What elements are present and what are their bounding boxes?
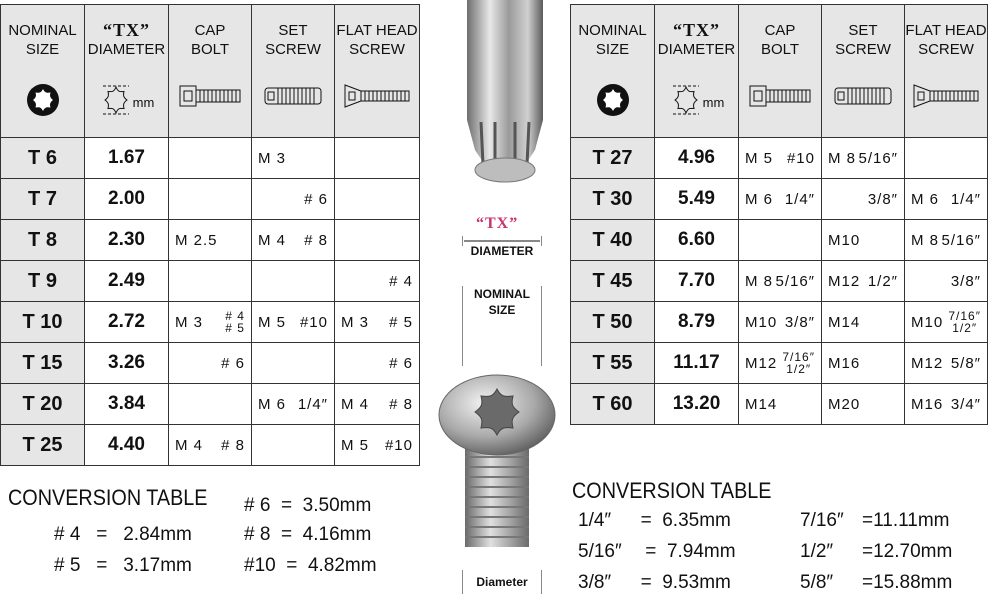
conv-key: 3/8″: [578, 572, 612, 593]
cell-cap: [739, 343, 822, 383]
cell-flat: [335, 425, 419, 465]
table-header: [571, 5, 987, 138]
conv-key: 7/16″: [800, 510, 844, 531]
metric-size: M10: [828, 231, 861, 249]
size-text: T 7: [28, 187, 57, 210]
metric-size: M10: [745, 313, 778, 331]
cell-cap: [169, 220, 252, 260]
diameter-text: 1.67: [108, 147, 145, 168]
metric-size: M 6: [258, 395, 287, 413]
cell-cap: [739, 138, 822, 178]
cell-set: [822, 179, 905, 219]
diameter-text: 4.96: [678, 147, 715, 168]
cell-nominal-size: [1, 261, 85, 301]
table-row: [1, 261, 419, 302]
cell-cap: [169, 425, 252, 465]
cell-cap: [169, 343, 252, 383]
imperial-size: # 5: [389, 313, 413, 331]
diameter-text: 2.49: [108, 270, 145, 291]
imperial-size: 1/4″: [950, 190, 981, 208]
cell-set: [252, 261, 335, 301]
conv-eq: =: [280, 495, 293, 516]
table-row: [1, 425, 419, 465]
metric-size: M12: [911, 354, 944, 372]
cell-flat: [335, 179, 419, 219]
metric-size: M16: [828, 354, 861, 372]
diameter-dimension-line: [462, 233, 542, 243]
table-row: [571, 302, 987, 343]
imperial-size: # 6: [221, 354, 245, 372]
conv-key: # 6: [244, 495, 271, 516]
header-tx: “TX”: [102, 20, 150, 40]
header-nominal-size: [571, 5, 655, 137]
diameter-text: 4.40: [108, 434, 145, 455]
stacked-size: [225, 310, 245, 334]
header-text: FLAT HEAD: [905, 22, 987, 39]
diameter-text: 13.20: [672, 393, 721, 414]
cell-set: [822, 138, 905, 178]
imperial-size: # 8: [389, 395, 413, 413]
cell-tx-diameter: [85, 343, 169, 383]
conv-value: 6.35mm: [662, 510, 731, 531]
conv-key: 5/8″: [800, 572, 834, 593]
cell-flat: [905, 138, 987, 178]
metric-size: M14: [745, 395, 778, 413]
conv-key: 1/2″: [800, 541, 834, 562]
stacked-size-line: 1/2″: [786, 362, 812, 376]
imperial-size: #10: [786, 149, 815, 167]
stacked-size-line: # 4: [225, 309, 245, 323]
diameter-text: 2.00: [108, 188, 145, 209]
imperial-size: 5/16″: [941, 231, 981, 249]
size-text: T 40: [592, 228, 633, 251]
metric-size: M 3: [341, 313, 370, 331]
table-row: [1, 220, 419, 261]
stacked-size: [948, 310, 981, 334]
torx-diameter-icon: [85, 83, 168, 117]
conv-value: 2.84mm: [123, 524, 192, 545]
cell-nominal-size: [571, 384, 655, 424]
conv-key: # 4: [54, 524, 81, 545]
metric-size: M 6: [745, 190, 774, 208]
conv-eq: =: [280, 524, 293, 545]
conv-eq: =: [640, 572, 652, 593]
header-cap-bolt: [739, 5, 822, 137]
imperial-size: 3/8″: [867, 190, 898, 208]
conversion-title-left: CONVERSION TABLE: [8, 485, 208, 510]
cell-flat: [335, 302, 419, 342]
cell-set: [252, 138, 335, 178]
mm-label: mm: [132, 95, 155, 110]
header-cap-bolt: [169, 5, 252, 137]
cell-cap: [739, 302, 822, 342]
table-row: [1, 343, 419, 384]
diameter-text: 7.70: [678, 270, 715, 291]
imperial-size: #10: [299, 313, 328, 331]
conv-key: # 5: [54, 555, 81, 576]
cell-nominal-size: [1, 302, 85, 342]
cell-set: [252, 179, 335, 219]
size-text: T 8: [28, 228, 57, 251]
size-text: T 27: [592, 146, 633, 169]
center-shank-diameter-label: Diameter: [476, 575, 528, 589]
table-header: [1, 5, 419, 138]
diameter-text: 3.26: [108, 352, 145, 373]
cell-nominal-size: [571, 343, 655, 383]
torx-table-left: [0, 4, 420, 466]
cell-flat: [905, 179, 987, 219]
table-row: [1, 138, 419, 179]
cell-set: [822, 384, 905, 424]
stacked-size-line: 1/2″: [952, 321, 978, 335]
conversion-item: [54, 555, 192, 577]
size-text: T 30: [592, 187, 633, 210]
header-flat-head-screw: [335, 5, 419, 137]
conversion-title-right: CONVERSION TABLE: [572, 478, 772, 503]
metric-size: M 4: [341, 395, 370, 413]
metric-size: M 4: [258, 231, 287, 249]
cell-set: [822, 261, 905, 301]
conv-eq: =: [286, 555, 298, 576]
cell-flat: [905, 302, 987, 342]
metric-size: M 8: [745, 272, 774, 290]
cell-flat: [905, 261, 987, 301]
conv-key: # 8: [244, 524, 271, 545]
conv-key: 5/16″: [578, 541, 622, 562]
conv-value: 11.11mm: [873, 510, 950, 531]
torx-star-icon: [1, 83, 84, 117]
cell-nominal-size: [1, 179, 85, 219]
header-text: SIZE: [25, 41, 60, 58]
imperial-size: 5/8″: [950, 354, 981, 372]
metric-size: M10: [911, 313, 944, 331]
cell-tx-diameter: [655, 220, 739, 260]
cell-tx-diameter: [85, 138, 169, 178]
cap-bolt-icon: [739, 83, 821, 109]
metric-size: M 2.5: [175, 231, 218, 249]
cell-tx-diameter: [655, 179, 739, 219]
conv-eq: =: [640, 510, 652, 531]
conv-eq: =: [645, 541, 657, 562]
cell-tx-diameter: [85, 220, 169, 260]
conv-value: 3.17mm: [123, 555, 192, 576]
cap-bolt-icon: [169, 83, 251, 109]
conv-value: 7.94mm: [666, 541, 736, 562]
imperial-size: 1/2″: [867, 272, 898, 290]
size-text: T 10: [22, 310, 63, 333]
diameter-text: 11.17: [673, 352, 720, 373]
imperial-size: 1/4″: [784, 190, 815, 208]
stacked-size-line: 7/16″: [948, 309, 981, 323]
torx-diameter-icon: [655, 83, 738, 117]
metric-size: M 5: [341, 436, 370, 454]
cell-cap: [169, 384, 252, 424]
size-text: T 25: [22, 433, 63, 456]
cell-flat: [905, 384, 987, 424]
center-nominal-label: NOMINAL: [474, 287, 530, 301]
cell-cap: [739, 220, 822, 260]
center-diameter-label: DIAMETER: [470, 244, 534, 258]
cell-nominal-size: [1, 384, 85, 424]
cell-cap: [169, 261, 252, 301]
conv-value: 4.82mm: [307, 555, 377, 576]
conversion-item: [578, 572, 731, 594]
conv-eq: =: [96, 555, 108, 576]
cell-tx-diameter: [85, 384, 169, 424]
size-text: T 50: [592, 310, 633, 333]
nominal-size-dimension-lines: [462, 286, 542, 366]
metric-size: M14: [828, 313, 861, 331]
imperial-size: # 4: [389, 272, 413, 290]
mm-label: mm: [702, 95, 725, 110]
conv-key: #10: [244, 555, 276, 576]
conv-value: 4.16mm: [302, 524, 372, 545]
header-set-screw: [252, 5, 335, 137]
conversion-item: [800, 510, 950, 532]
imperial-size: # 8: [304, 231, 328, 249]
cell-cap: [169, 302, 252, 342]
cell-tx-diameter: [655, 302, 739, 342]
cell-tx-diameter: [655, 261, 739, 301]
header-text: SET: [848, 22, 878, 39]
header-text: FLAT HEAD: [336, 22, 418, 39]
conv-value: 12.70mm: [873, 541, 953, 562]
imperial-size: # 6: [304, 190, 328, 208]
flat-head-screw-icon: [905, 83, 987, 109]
size-text: T 45: [592, 269, 633, 292]
conversion-item: [578, 541, 736, 563]
metric-size: M 8: [911, 231, 940, 249]
imperial-size: 3/8″: [784, 313, 815, 331]
header-text: DIAMETER: [87, 41, 166, 58]
metric-size: M 4: [175, 436, 204, 454]
header-text: BOLT: [760, 41, 800, 58]
imperial-size: # 6: [389, 354, 413, 372]
metric-size: M 3: [258, 149, 287, 167]
cell-cap: [169, 138, 252, 178]
table-row: [571, 343, 987, 384]
cell-flat: [335, 220, 419, 260]
conversion-item: [54, 524, 192, 546]
table-row: [571, 220, 987, 261]
button-head-torx-screw-illustration: [435, 355, 570, 555]
header-text: BOLT: [190, 41, 230, 58]
header-tx-diameter: [655, 5, 739, 137]
imperial-size: 5/16″: [775, 272, 815, 290]
header-text: SCREW: [835, 41, 891, 58]
header-text: SIZE: [595, 41, 630, 58]
size-text: T 60: [592, 392, 633, 415]
imperial-size: 3/8″: [950, 272, 981, 290]
cell-flat: [905, 343, 987, 383]
cell-tx-diameter: [85, 261, 169, 301]
stacked-size-line: 7/16″: [782, 350, 815, 364]
torx-star-icon: [571, 83, 654, 117]
header-text: SCREW: [349, 41, 405, 58]
metric-size: M12: [745, 354, 778, 372]
set-screw-icon: [252, 83, 334, 109]
table-row: [1, 302, 419, 343]
cell-flat: [335, 261, 419, 301]
imperial-size: # 8: [221, 436, 245, 454]
diameter-text: 8.79: [678, 311, 715, 332]
cell-set: [252, 425, 335, 465]
cell-tx-diameter: [655, 384, 739, 424]
header-text: CAP: [194, 22, 226, 39]
diameter-text: 5.49: [678, 188, 715, 209]
conv-value: 15.88mm: [873, 572, 953, 593]
center-size-label: SIZE: [488, 303, 516, 317]
header-text: CAP: [764, 22, 796, 39]
size-text: T 6: [28, 146, 57, 169]
header-set-screw: [822, 5, 905, 137]
header-text: SCREW: [265, 41, 321, 58]
header-flat-head-screw: [905, 5, 987, 137]
cell-flat: [335, 343, 419, 383]
header-text: NOMINAL: [8, 22, 77, 39]
conversion-item: [578, 510, 731, 532]
conversion-item: [244, 555, 377, 577]
cell-nominal-size: [571, 179, 655, 219]
imperial-size: 3/4″: [950, 395, 981, 413]
cell-set: [252, 343, 335, 383]
cell-nominal-size: [571, 302, 655, 342]
cell-cap: [739, 384, 822, 424]
header-text: NOMINAL: [578, 22, 647, 39]
table-row: [1, 179, 419, 220]
metric-size: M16: [911, 395, 944, 413]
cell-tx-diameter: [655, 343, 739, 383]
cell-nominal-size: [571, 261, 655, 301]
flat-head-screw-icon: [335, 83, 419, 109]
conversion-item: [244, 524, 371, 546]
cell-nominal-size: [1, 425, 85, 465]
imperial-size: #10: [384, 436, 413, 454]
conv-eq: =: [96, 524, 108, 545]
cell-flat: [905, 220, 987, 260]
cell-cap: [169, 179, 252, 219]
table-row: [571, 261, 987, 302]
cell-cap: [739, 179, 822, 219]
stacked-size: [782, 351, 815, 375]
cell-nominal-size: [1, 343, 85, 383]
set-screw-icon: [822, 83, 904, 109]
header-text: DIAMETER: [657, 41, 736, 58]
metric-size: M20: [828, 395, 861, 413]
diameter-text: 6.60: [678, 229, 715, 250]
cell-nominal-size: [571, 138, 655, 178]
conversion-item: [800, 572, 952, 594]
diameter-text: 2.72: [108, 311, 145, 332]
conv-value: 9.53mm: [662, 572, 731, 593]
metric-size: M 3: [175, 313, 204, 331]
metric-size: M 5: [745, 149, 774, 167]
header-text: SCREW: [918, 41, 974, 58]
center-tx-label: “TX”: [476, 215, 519, 232]
table-row: [571, 179, 987, 220]
cell-flat: [335, 384, 419, 424]
torx-bit-illustration: [455, 0, 555, 200]
header-text: SET: [278, 22, 308, 39]
conversion-item: [244, 495, 371, 517]
metric-size: M 6: [911, 190, 940, 208]
size-text: T 20: [22, 392, 63, 415]
table-body: [571, 138, 987, 424]
diameter-text: 3.84: [108, 393, 145, 414]
size-text: T 55: [592, 351, 633, 374]
imperial-size: 1/4″: [297, 395, 328, 413]
conv-eq: =: [862, 541, 874, 562]
cell-set: [252, 220, 335, 260]
cell-tx-diameter: [85, 302, 169, 342]
cell-set: [822, 220, 905, 260]
metric-size: M 5: [258, 313, 287, 331]
size-text: T 9: [28, 269, 57, 292]
size-text: T 15: [22, 351, 63, 374]
metric-size: M 8: [828, 149, 857, 167]
diameter-text: 2.30: [108, 229, 145, 250]
cell-tx-diameter: [655, 138, 739, 178]
cell-tx-diameter: [85, 179, 169, 219]
table-row: [571, 384, 987, 424]
cell-set: [822, 343, 905, 383]
header-tx: “TX”: [672, 20, 720, 40]
header-tx-diameter: [85, 5, 169, 137]
torx-table-right: [570, 4, 988, 425]
cell-set: [252, 384, 335, 424]
table-row: [1, 384, 419, 425]
table-row: [571, 138, 987, 179]
conversion-item: [800, 541, 952, 563]
stacked-size-line: # 5: [225, 321, 245, 335]
cell-tx-diameter: [85, 425, 169, 465]
table-body: [1, 138, 419, 465]
conv-eq: =: [862, 510, 874, 531]
conv-eq: =: [862, 572, 874, 593]
conv-value: 3.50mm: [302, 495, 372, 516]
header-nominal-size: [1, 5, 85, 137]
cell-cap: [739, 261, 822, 301]
cell-nominal-size: [1, 138, 85, 178]
cell-flat: [335, 138, 419, 178]
cell-nominal-size: [1, 220, 85, 260]
cell-set: [252, 302, 335, 342]
metric-size: M12: [828, 272, 861, 290]
conv-key: 1/4″: [578, 510, 612, 531]
imperial-size: 5/16″: [858, 149, 898, 167]
cell-set: [822, 302, 905, 342]
cell-nominal-size: [571, 220, 655, 260]
